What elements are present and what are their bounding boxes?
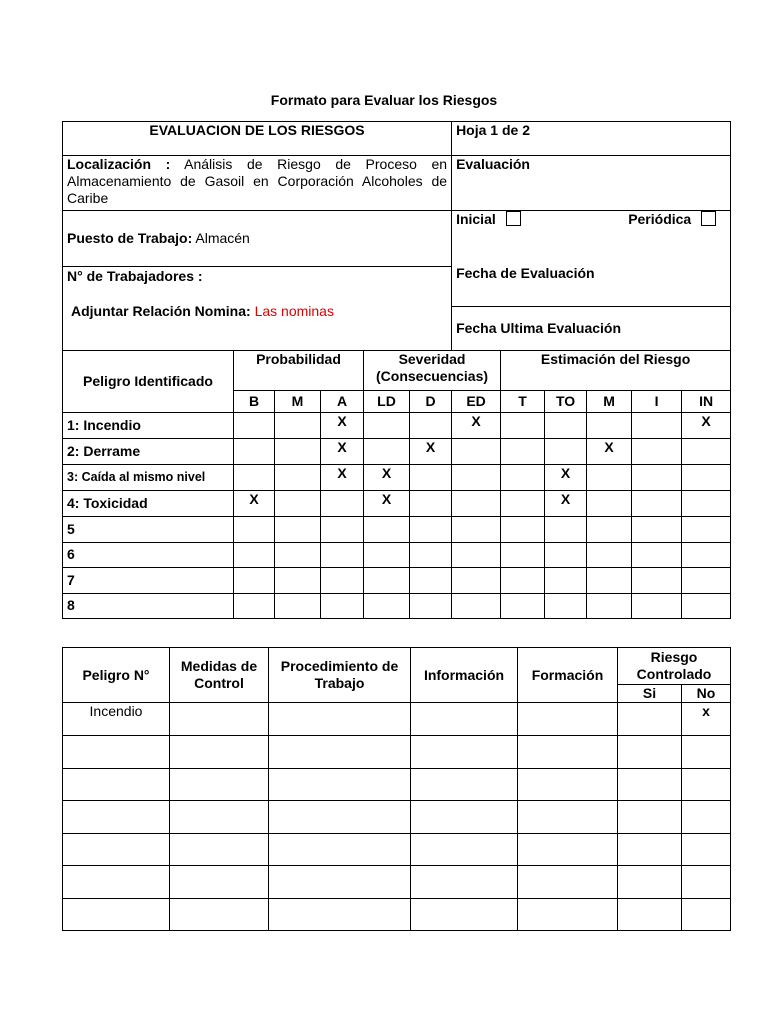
risk-mark-cell[interactable]	[410, 517, 452, 543]
risk-mark-cell[interactable]	[682, 517, 731, 543]
control-empty-cell[interactable]	[170, 768, 269, 801]
hazard-label: 2: Derrame	[63, 439, 234, 465]
hazard-label: 5	[63, 517, 234, 543]
no-cell[interactable]	[682, 736, 731, 769]
control-empty-cell[interactable]	[411, 768, 518, 801]
si-cell[interactable]	[618, 866, 682, 899]
control-empty-cell[interactable]	[269, 833, 411, 866]
control-empty-cell[interactable]	[170, 703, 269, 736]
risk-mark-cell[interactable]	[632, 465, 682, 491]
risk-mark-cell[interactable]	[234, 517, 275, 543]
risk-mark-cell[interactable]	[587, 542, 632, 568]
document-title: Formato para Evaluar los Riesgos	[270, 92, 498, 108]
control-empty-cell[interactable]	[411, 866, 518, 899]
risk-mark-cell[interactable]: X	[410, 439, 452, 465]
risk-mark-cell[interactable]	[501, 465, 545, 491]
risk-row	[63, 439, 731, 465]
control-empty-cell[interactable]	[269, 736, 411, 769]
risk-mark-cell[interactable]	[501, 542, 545, 568]
no-cell[interactable]	[682, 898, 731, 931]
localizacion-label: Localización :	[67, 156, 171, 172]
peligro-cell[interactable]	[63, 801, 170, 834]
risk-mark-cell[interactable]: X	[321, 465, 364, 491]
risk-mark-cell[interactable]	[632, 517, 682, 543]
risk-row	[63, 491, 731, 517]
risk-mark-cell[interactable]	[364, 568, 410, 594]
risk-mark-cell[interactable]	[410, 542, 452, 568]
si-cell[interactable]	[618, 736, 682, 769]
hazard-label: 6	[63, 542, 234, 568]
risk-mark-cell[interactable]	[452, 491, 501, 517]
risk-mark-cell[interactable]	[321, 491, 364, 517]
risk-mark-cell[interactable]	[632, 542, 682, 568]
risk-mark-cell[interactable]: X	[452, 413, 501, 439]
control-empty-cell[interactable]	[518, 866, 618, 899]
risk-mark-cell[interactable]	[452, 465, 501, 491]
risk-mark-cell[interactable]	[587, 491, 632, 517]
control-empty-cell[interactable]	[518, 768, 618, 801]
risk-mark-cell[interactable]	[410, 413, 452, 439]
risk-mark-cell[interactable]: X	[545, 465, 587, 491]
risk-mark-cell[interactable]	[545, 439, 587, 465]
control-row	[63, 898, 731, 931]
trabajadores-cell	[63, 267, 452, 351]
no-cell[interactable]	[682, 768, 731, 801]
sub-header-cell: A	[321, 391, 364, 413]
peligro-cell[interactable]: Incendio	[63, 703, 170, 736]
risk-mark-cell[interactable]	[410, 491, 452, 517]
si-cell[interactable]	[618, 833, 682, 866]
risk-mark-cell[interactable]	[587, 568, 632, 594]
risk-row	[63, 542, 731, 568]
risk-mark-cell[interactable]	[364, 542, 410, 568]
control-empty-cell[interactable]	[170, 866, 269, 899]
periodica-label: Periódica	[628, 211, 692, 227]
risk-mark-cell[interactable]: X	[587, 439, 632, 465]
control-empty-cell[interactable]	[518, 833, 618, 866]
risk-mark-cell[interactable]	[632, 593, 682, 619]
risk-rows	[63, 413, 731, 619]
control-empty-cell[interactable]	[269, 801, 411, 834]
peligro-cell[interactable]	[63, 833, 170, 866]
trabajadores-label: N° de Trabajadores :	[67, 268, 203, 284]
formacion-header: Formación	[518, 648, 618, 703]
hazard-label: 1: Incendio	[63, 413, 234, 439]
risk-mark-cell[interactable]: X	[234, 491, 275, 517]
control-empty-cell[interactable]	[411, 703, 518, 736]
risk-mark-cell[interactable]	[364, 593, 410, 619]
no-cell[interactable]: x	[682, 703, 731, 736]
risk-mark-cell[interactable]	[501, 517, 545, 543]
risk-mark-cell[interactable]	[632, 568, 682, 594]
risk-mark-cell[interactable]	[501, 413, 545, 439]
nomina-row	[67, 303, 447, 320]
hazard-label: 8	[63, 593, 234, 619]
risk-mark-cell[interactable]	[364, 413, 410, 439]
risk-mark-cell[interactable]	[234, 593, 275, 619]
localizacion-cell	[63, 156, 452, 211]
risk-mark-cell[interactable]: X	[364, 491, 410, 517]
informacion-header: Información	[411, 648, 518, 703]
no-header: No	[682, 685, 731, 703]
si-cell[interactable]	[618, 801, 682, 834]
risk-mark-cell[interactable]	[682, 568, 731, 594]
nomina-label: Adjuntar Relación Nomina:	[71, 303, 251, 319]
control-measures-table	[62, 647, 731, 931]
risk-mark-cell[interactable]	[321, 568, 364, 594]
risk-row	[63, 593, 731, 619]
risk-mark-cell[interactable]	[452, 593, 501, 619]
nomina-value: Las nominas	[254, 303, 334, 319]
sub-header-cell: B	[234, 391, 275, 413]
hazard-label: 7	[63, 568, 234, 594]
risk-mark-cell[interactable]	[452, 542, 501, 568]
risk-mark-cell[interactable]: X	[321, 413, 364, 439]
risk-mark-cell[interactable]	[321, 542, 364, 568]
risk-mark-cell[interactable]	[501, 593, 545, 619]
control-empty-cell[interactable]	[518, 703, 618, 736]
risk-mark-cell[interactable]	[275, 491, 321, 517]
control-empty-cell[interactable]	[411, 801, 518, 834]
risk-mark-cell[interactable]	[321, 593, 364, 619]
risk-mark-cell[interactable]	[321, 517, 364, 543]
risk-mark-cell[interactable]	[501, 439, 545, 465]
control-empty-cell[interactable]	[269, 768, 411, 801]
hazard-label: 3: Caída al mismo nivel	[63, 465, 234, 491]
control-rows	[63, 703, 731, 931]
risk-mark-cell[interactable]: X	[545, 491, 587, 517]
control-empty-cell[interactable]	[170, 898, 269, 931]
riesgo-controlado-header: Riesgo Controlado	[618, 648, 731, 685]
evaluacion-label: Evaluación	[452, 156, 731, 211]
risk-mark-cell[interactable]: X	[321, 439, 364, 465]
peligro-cell[interactable]	[63, 898, 170, 931]
risk-mark-cell[interactable]	[682, 542, 731, 568]
risk-row	[63, 413, 731, 439]
risk-mark-cell[interactable]	[234, 542, 275, 568]
risk-mark-cell[interactable]	[275, 465, 321, 491]
sub-header-cell: LD	[364, 391, 410, 413]
risk-mark-cell[interactable]	[682, 439, 731, 465]
peligro-n-header: Peligro N°	[63, 648, 170, 703]
control-empty-cell[interactable]	[170, 736, 269, 769]
peligro-identificado-header: Peligro Identificado	[63, 351, 234, 413]
risk-mark-cell[interactable]	[234, 568, 275, 594]
control-empty-cell[interactable]	[170, 833, 269, 866]
puesto-value: Almacén	[195, 230, 250, 246]
main-title: EVALUACION DE LOS RIESGOS	[63, 122, 452, 156]
control-row	[63, 866, 731, 899]
fecha-evaluacion-cell	[452, 211, 731, 307]
risk-mark-cell[interactable]	[275, 542, 321, 568]
fecha-ultima-label: Fecha Ultima Evaluación	[452, 307, 731, 351]
risk-mark-cell[interactable]	[682, 491, 731, 517]
no-cell[interactable]	[682, 801, 731, 834]
risk-mark-cell[interactable]: X	[364, 465, 410, 491]
control-empty-cell[interactable]	[518, 736, 618, 769]
risk-mark-cell[interactable]	[452, 439, 501, 465]
risk-mark-cell[interactable]	[632, 491, 682, 517]
control-empty-cell[interactable]	[411, 898, 518, 931]
risk-mark-cell[interactable]	[682, 593, 731, 619]
control-empty-cell[interactable]	[269, 866, 411, 899]
risk-mark-cell[interactable]	[545, 593, 587, 619]
periodica-checkbox[interactable]	[701, 211, 716, 226]
risk-mark-cell[interactable]	[234, 413, 275, 439]
sub-header-cell: IN	[682, 391, 731, 413]
risk-evaluation-table	[62, 121, 731, 619]
medidas-control-header: Medidas de Control	[170, 648, 269, 703]
risk-mark-cell[interactable]	[364, 439, 410, 465]
no-cell[interactable]	[682, 833, 731, 866]
hazard-label: 4: Toxicidad	[63, 491, 234, 517]
risk-mark-cell[interactable]	[234, 439, 275, 465]
si-cell[interactable]	[618, 703, 682, 736]
risk-row	[63, 465, 731, 491]
risk-mark-cell[interactable]	[632, 439, 682, 465]
si-header: Si	[618, 685, 682, 703]
control-empty-cell[interactable]	[170, 801, 269, 834]
control-row	[63, 703, 731, 736]
risk-mark-cell[interactable]	[545, 517, 587, 543]
page-label: Hoja 1 de 2	[452, 122, 731, 156]
risk-mark-cell[interactable]	[682, 465, 731, 491]
risk-mark-cell[interactable]	[410, 568, 452, 594]
sub-header-cell: I	[632, 391, 682, 413]
risk-mark-cell[interactable]	[452, 517, 501, 543]
puesto-label: Puesto de Trabajo:	[67, 230, 193, 246]
localizacion-value: Análisis de Riesgo de Proceso en Almacenamiento de Gasoil en Corporación Alcoholes de Caribe	[67, 156, 448, 206]
inicial-checkbox[interactable]	[506, 211, 521, 226]
si-cell[interactable]	[618, 898, 682, 931]
control-row	[63, 833, 731, 866]
risk-mark-cell[interactable]	[587, 465, 632, 491]
sub-header-cell: M	[275, 391, 321, 413]
risk-mark-cell[interactable]	[410, 593, 452, 619]
risk-mark-cell[interactable]	[275, 568, 321, 594]
control-row	[63, 736, 731, 769]
puesto-cell	[63, 211, 452, 267]
risk-mark-cell[interactable]	[234, 465, 275, 491]
risk-mark-cell[interactable]	[501, 568, 545, 594]
fecha-evaluacion-label: Fecha de Evaluación	[456, 265, 595, 281]
risk-mark-cell[interactable]	[275, 413, 321, 439]
risk-mark-cell[interactable]	[275, 439, 321, 465]
sub-header-cell: TO	[545, 391, 587, 413]
peligro-cell[interactable]	[63, 866, 170, 899]
sub-header-cell: T	[501, 391, 545, 413]
risk-mark-cell[interactable]	[587, 413, 632, 439]
control-row	[63, 768, 731, 801]
estimacion-header: Estimación del Riesgo	[501, 351, 731, 391]
risk-mark-cell[interactable]	[501, 491, 545, 517]
control-empty-cell[interactable]	[269, 898, 411, 931]
procedimiento-header: Procedimiento de Trabajo	[269, 648, 411, 703]
sub-header-cell: ED	[452, 391, 501, 413]
risk-mark-cell[interactable]	[452, 568, 501, 594]
control-empty-cell[interactable]	[518, 801, 618, 834]
peligro-cell[interactable]	[63, 768, 170, 801]
si-cell[interactable]	[618, 768, 682, 801]
control-empty-cell[interactable]	[269, 703, 411, 736]
risk-mark-cell[interactable]	[410, 465, 452, 491]
sub-header-cell: M	[587, 391, 632, 413]
probabilidad-header: Probabilidad	[234, 351, 364, 391]
risk-mark-cell[interactable]	[587, 593, 632, 619]
risk-mark-cell[interactable]	[545, 568, 587, 594]
risk-mark-cell[interactable]	[364, 517, 410, 543]
control-empty-cell[interactable]	[411, 833, 518, 866]
risk-mark-cell[interactable]	[275, 593, 321, 619]
sub-header-cell: D	[410, 391, 452, 413]
severidad-header: Severidad (Consecuencias)	[364, 351, 501, 391]
control-row	[63, 801, 731, 834]
risk-row	[63, 517, 731, 543]
risk-mark-cell[interactable]	[545, 542, 587, 568]
tipo-evaluacion-row	[456, 211, 726, 228]
risk-mark-cell[interactable]	[275, 517, 321, 543]
control-empty-cell[interactable]	[518, 898, 618, 931]
risk-mark-cell[interactable]	[587, 517, 632, 543]
no-cell[interactable]	[682, 866, 731, 899]
risk-mark-cell[interactable]	[545, 413, 587, 439]
risk-mark-cell[interactable]: X	[682, 413, 731, 439]
risk-row	[63, 568, 731, 594]
inicial-label: Inicial	[456, 211, 496, 227]
control-empty-cell[interactable]	[411, 736, 518, 769]
peligro-cell[interactable]	[63, 736, 170, 769]
risk-mark-cell[interactable]	[632, 413, 682, 439]
